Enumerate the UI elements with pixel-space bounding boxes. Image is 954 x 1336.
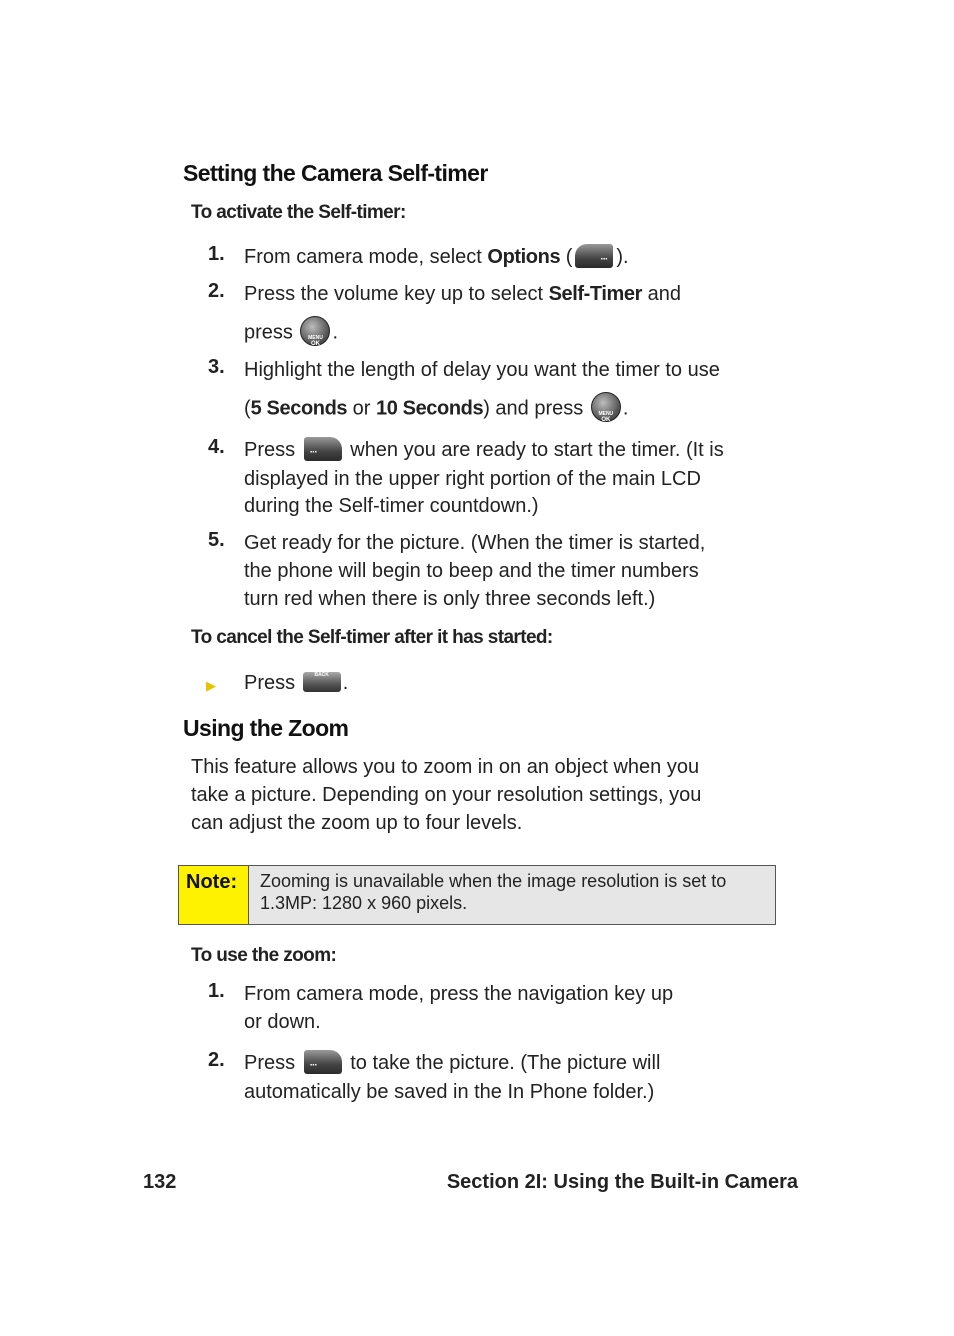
step-number: 1. [208, 980, 225, 1002]
step-2-text: Press the volume key up to select Self-Timer and [244, 283, 681, 305]
step-number: 2. [208, 280, 225, 302]
note-box [178, 865, 776, 925]
section-title-self-timer: Setting the Camera Self-timer [183, 160, 488, 186]
activate-heading: To activate the Self-timer: [191, 202, 406, 223]
right-softkey-icon: ··· [575, 244, 613, 268]
left-softkey-icon: ··· [304, 1050, 342, 1074]
step-3-text-line2: (5 Seconds or 10 Seconds) and press MENU OK . [244, 394, 804, 424]
menu-ok-key-icon: MENU OK [300, 316, 330, 346]
left-softkey-icon: ··· [304, 437, 342, 461]
step-5-text: Get ready for the picture. (When the timer is started, [244, 532, 706, 554]
section-title-zoom: Using the Zoom [183, 715, 349, 741]
zoom-intro-line2: take a picture. Depending on your resolution settings, you [191, 784, 702, 806]
zoom-intro-line1: This feature allows you to zoom in on an object when you [191, 756, 700, 778]
menu-ok-key-icon: MENU OK [591, 392, 621, 422]
zoom-intro-line3: can adjust the zoom up to four levels. [191, 812, 523, 834]
zoom-step-2-text-line2: automatically be saved in the In Phone folder.) [244, 1081, 655, 1103]
cancel-bullet-text: Press BACK . [244, 671, 349, 694]
zoom-step-2-text: Press ··· to take the picture. (The picture will [244, 1049, 804, 1077]
step-2-text-line2: press MENU OK . [244, 318, 804, 348]
zoom-step-1-text-line2: or down. [244, 1011, 321, 1033]
step-number: 2. [208, 1049, 225, 1071]
step-number: 1. [208, 243, 225, 265]
step-number: 4. [208, 436, 225, 458]
step-number: 5. [208, 529, 225, 551]
step-5-text-line2: the phone will begin to beep and the timer numbers [244, 560, 699, 582]
step-3-text: Highlight the length of delay you want the timer to use [244, 359, 720, 381]
step-5-text-line3: turn red when there is only three seconds left.) [244, 588, 656, 610]
use-zoom-heading: To use the zoom: [191, 945, 337, 966]
step-4-text-line2: displayed in the upper right portion of the main LCD [244, 468, 701, 490]
note-text: Zooming is unavailable when the image resolution is set to 1.3MP: 1280 x 960 pixels. [260, 871, 727, 913]
step-4-text-line3: during the Self-timer countdown.) [244, 495, 539, 517]
step-number: 3. [208, 356, 225, 378]
note-label: Note: [179, 866, 249, 924]
zoom-step-1-text: From camera mode, press the navigation key up [244, 983, 674, 1005]
step-1-text: From camera mode, select Options ( ··· ). [244, 243, 804, 271]
bullet-arrow-icon: ▶ [206, 678, 216, 693]
footer-section-title: Section 2I: Using the Built-in Camera [446, 1171, 798, 1193]
page-number: 132 [143, 1171, 177, 1193]
back-key-icon: BACK [303, 672, 341, 692]
cancel-heading: To cancel the Self-timer after it has started: [191, 627, 553, 648]
step-4-text: Press ··· when you are ready to start the timer. (It is [244, 436, 804, 464]
